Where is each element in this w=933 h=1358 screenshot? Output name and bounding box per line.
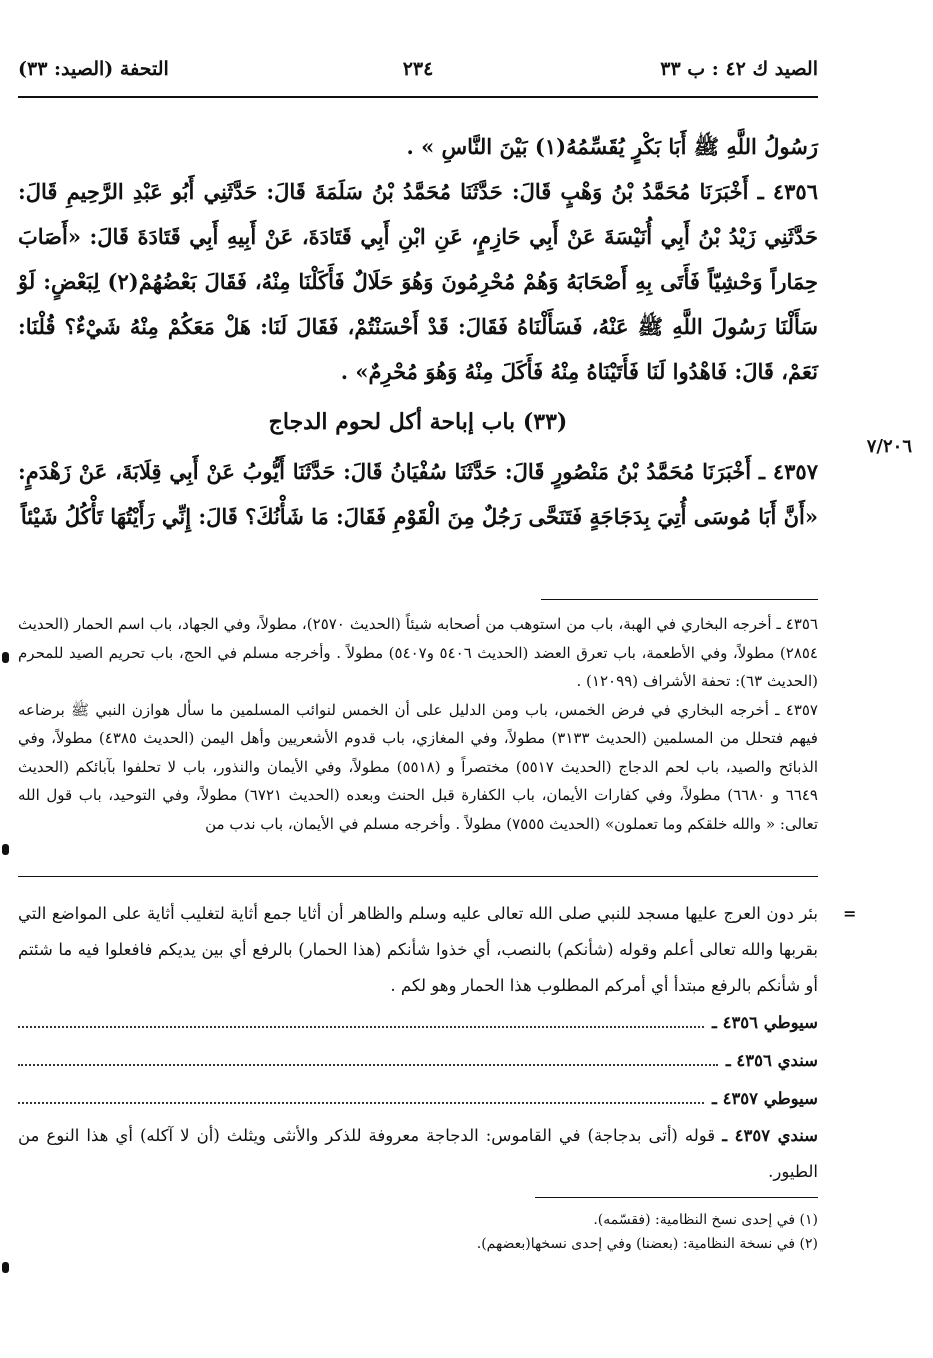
- takhrij-4356: ٤٣٥٦ ـ أخرجه البخاري في الهبة، باب من استوهب من أصحابه شيئاً (الحديث ٢٥٧٠)، مطولاً، وفي الجهاد، باب اسم الحمار (الحديث ٢٨٥٤) مطولاً، وفي الأطعمة، باب تعرق العضد (الحديث ٥٤٠٦ و٥٤٠٧) مطولاً . وأخرجه مسلم في الحج، باب تحريم الصيد للمحرم (الحديث ٦٣): تحفة الأشراف (١٢٠٩٩) .: [18, 615, 819, 690]
- entry-label: سندي ٤٣٥٦ ـ: [725, 1051, 818, 1070]
- sanadi-label: سندي ٤٣٥٧ ـ: [722, 1126, 818, 1145]
- margin-volume-reference: ٧/٢٠٦: [866, 436, 912, 457]
- commentary-rule: [18, 876, 818, 877]
- hadith-4357: ٤٣٥٧ ـ أَخْبَرَنَا مُحَمَّدُ بْنُ مَنْصُورٍ قَالَ: حَدَّثَنَا سُفْيَانُ قَالَ: حَدَّثَنَا أَيُّوبُ عَنْ أَبِي قِلَابَةَ، عَنْ زَهْدَمٍ: «أَنَّ أَبَا مُوسَى أُتِيَ بِدَجَاجَةٍ فَتَنَحَّى رَجُلٌ مِنَ الْقَوْمِ فَقَالَ: مَا شَأْنُكَ؟ قَالَ: إِنِّي رَأَيْتُهَا تَأْكُلُ شَيْئاً: [18, 459, 818, 529]
- dotted-leader: [18, 1064, 718, 1066]
- hadith-line-continuation: رَسُولُ اللَّهِ ﷺ أَبَا بَكْرٍ يُقَسِّمُهُ(١) بَيْنَ النَّاسِ » .: [406, 134, 818, 159]
- note-2: (٢) في نسخة النظامية: (بعضنا) وفي إحدى نسخها(بعضهم).: [476, 1236, 818, 1252]
- takhrij-4357: ٤٣٥٧ ـ أخرجه البخاري في فرض الخمس، باب ومن الدليل على أن الخمس لنوائب المسلمين ما سأل هوازن النبي ﷺ برضاعه فيهم فتحلل من المسلمين (الحديث ٣١٣٣) مطولاً، وفي المغازي، باب قدوم الأشعريين وأهل اليمن (الحديث ٤٣٨٥) مطولاً، وفي الذبائح والصيد، باب لحم الدجاج (الحديث ٥٥١٧) مختصراً و (٥٥١٨) مطولاً، وفي الأيمان والنذور، باب لا تحلفوا بآبائكم (الحديث ٦٦٤٩ و ٦٦٨٠) مطولاً، وفي كفارات الأيمان، باب الكفارة قبل الحنث وبعده (الحديث ٦٧٢١) مطولاً، وفي التوحيد، باب قول الله تعالى: « والله خلقكم وما تعملون» (الحديث ٧٥٥٥) مطولاً . وأخرجه مسلم في الأيمان، باب ندب من: [18, 700, 818, 833]
- scan-mark: [2, 1262, 9, 1273]
- hadith-text: [18, 124, 818, 539]
- header-book-chapter: الصيد ك ٤٢ : ب ٣٣: [660, 58, 818, 80]
- entry-label: سيوطي ٤٣٥٦ ـ: [711, 1013, 818, 1032]
- page-number: ٢٣٤: [402, 58, 434, 80]
- scan-mark: [2, 652, 9, 663]
- takhrij-footnotes: [18, 610, 818, 838]
- dotted-leader: [18, 1026, 704, 1028]
- separator-mark: =: [843, 904, 857, 923]
- commentary-paragraph: بئر دون العرج عليها مسجد للنبي صلى الله تعالى عليه وسلم والظاهر أن أثايا جمع أثاية لتغليب أثاية على المواضع التي بقربها والله تعالى أعلم وقوله (شأنكم) بالنصب، أي خذوا شأنكم (هذا الحمار) بالرفع أي بين يديكم فافعلوا فيه ما شئتم أو شأنكم بالرفع مبتدأ أي أمركم المطلوب هذا الحمار وهو لكم .: [18, 904, 818, 995]
- sanadi-text: قوله (أتى بدجاجة) في القاموس: الدجاجة معروفة للذكر والأنثى ويثلث (أن لا آكله) أي هذا النوع من الطيور.: [18, 1126, 818, 1181]
- commentary-entry: [18, 1080, 818, 1118]
- header-rule: [18, 96, 818, 98]
- entry-label: سيوطي ٤٣٥٧ ـ: [711, 1089, 818, 1108]
- notes-rule: [535, 1197, 818, 1198]
- commentary: [18, 896, 818, 1190]
- note-1: (١) في إحدى نسخ النظامية: (فقسّمه).: [593, 1212, 818, 1228]
- takhrij-rule: [541, 599, 818, 600]
- scan-mark: [2, 844, 9, 855]
- commentary-entry: [18, 1004, 818, 1042]
- hadith-4356: ٤٣٥٦ ـ أَخْبَرَنَا مُحَمَّدُ بْنُ وَهْبٍ قَالَ: حَدَّثَنَا مُحَمَّدُ بْنُ سَلَمَةَ قَالَ: حَدَّثَنِي أَبُو عَبْدِ الرَّحِيمِ قَالَ: حَدَّثَنِي زَيْدُ بْنُ أَبِي أُنَيْسَةَ عَنْ أَبِي حَازِمٍ، عَنِ ابْنِ أَبِي قَتَادَةَ، عَنْ أَبِيهِ أَبِي قَتَادَةَ قَالَ: «أَصَابَ حِمَاراً وَحْشِيّاً فَأَتَى بِهِ أَصْحَابَهُ وَهُمْ مُحْرِمُونَ وَهُوَ حَلَالٌ فَأَكَلْنَا مِنْهُ، فَقَالَ بَعْضُهُمْ(٢) لِبَعْضٍ: لَوْ سَأَلْنَا رَسُولَ اللَّهِ ﷺ عَنْهُ، فَسَأَلْنَاهُ فَقَالَ: قَدْ أَحْسَنْتُمْ، فَقَالَ لَنَا: هَلْ مَعَكُمْ مِنْهُ شَيْءٌ؟ قُلْنَا: نَعَمْ، قَالَ: فَاهْدُوا لَنَا فَأَتَيْنَاهُ مِنْهُ فَأَكَلَ مِنْهُ وَهُوَ مُحْرِمٌ» .: [18, 179, 818, 384]
- sanadi-4357: [18, 1118, 818, 1190]
- dotted-leader: [18, 1102, 704, 1104]
- running-header: [18, 54, 818, 88]
- commentary-entry: [18, 1042, 818, 1080]
- header-tuhfa-reference: التحفة (الصيد: ٣٣): [18, 58, 169, 80]
- chapter-title: (٣٣) باب إباحة أكل لحوم الدجاج: [268, 409, 568, 435]
- manuscript-notes: [18, 1208, 818, 1256]
